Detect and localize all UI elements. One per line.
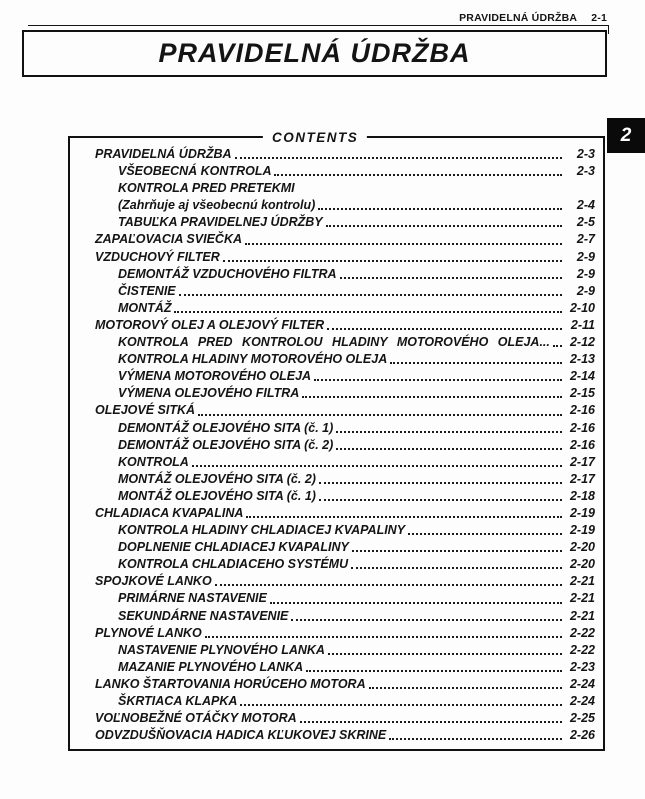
running-header-page-number: 2-1	[591, 12, 607, 24]
chapter-title: PRAVIDELNÁ ÚDRŽBA	[158, 38, 471, 68]
chapter-tab-number: 2	[620, 124, 632, 146]
dot-leader	[319, 499, 562, 501]
toc-entry-page: 2-21	[569, 608, 595, 623]
toc-entry-page: 2-17	[569, 471, 595, 486]
toc-entry-page: 2-9	[576, 283, 595, 298]
toc-entry[interactable]	[70, 334, 595, 351]
dot-leader	[336, 431, 562, 433]
toc-entry[interactable]	[70, 163, 595, 180]
toc-entry-label: ODVZDUŠŇOVACIA HADICA KĽUKOVEJ SKRINE	[95, 728, 387, 743]
dot-leader	[240, 704, 562, 706]
toc-entry[interactable]	[70, 249, 595, 266]
chapter-thumb-tab[interactable]	[607, 118, 645, 153]
dot-leader	[306, 670, 562, 672]
dot-leader	[179, 294, 562, 296]
toc-entry-page: 2-7	[576, 232, 595, 247]
toc-entry[interactable]	[70, 300, 595, 317]
toc-entry-label: KONTROLA HLADINY MOTOROVÉHO OLEJA	[118, 352, 388, 367]
toc-entry-label: NASTAVENIE PLYNOVÉHO LANKA	[118, 642, 325, 657]
toc-entry-page: 2-20	[569, 557, 595, 572]
toc-entry-page: 2-3	[576, 147, 595, 161]
toc-entry-label: SPOJKOVÉ LANKO	[95, 574, 212, 589]
toc-entry-page: 2-9	[576, 249, 595, 264]
dot-leader	[245, 243, 562, 245]
toc-entry[interactable]	[70, 317, 595, 334]
toc-entry-label: VŠEOBECNÁ KONTROLA	[118, 164, 272, 179]
toc-entry[interactable]	[70, 283, 595, 300]
toc-entry[interactable]	[70, 608, 595, 625]
toc-entry-label: LANKO ŠTARTOVANIA HORÚCEHO MOTORA	[95, 676, 366, 691]
toc-entry[interactable]	[70, 437, 595, 454]
toc-entry-page: 2-22	[569, 625, 595, 640]
toc-entry-page: 2-5	[576, 215, 595, 230]
toc-entry-page: 2-13	[569, 352, 595, 367]
toc-entry[interactable]	[70, 266, 595, 283]
toc-entry-page: 2-22	[569, 642, 595, 657]
dot-leader	[390, 362, 562, 364]
chapter-title-box	[22, 30, 607, 77]
dot-leader	[352, 550, 562, 552]
toc-list	[70, 138, 603, 749]
dot-leader	[351, 567, 562, 569]
toc-entry-page: 2-18	[569, 488, 595, 503]
toc-entry-page: 2-23	[569, 659, 595, 674]
dot-leader	[192, 465, 562, 467]
dot-leader	[326, 225, 562, 227]
toc-entry[interactable]	[70, 625, 595, 642]
toc-entry-page: 2-19	[569, 505, 595, 520]
toc-entry-label: PRAVIDELNÁ ÚDRŽBA	[95, 147, 232, 161]
toc-entry[interactable]	[70, 146, 595, 163]
toc-entry-page: 2-24	[569, 676, 595, 691]
toc-entry-label: KONTROLA PRED KONTROLOU HLADINY MOTOROVÉHO OLEJA...	[118, 335, 550, 350]
running-header	[459, 12, 607, 24]
toc-entry-label: VOĽNOBEŽNÉ OTÁČKY MOTORA	[95, 711, 297, 726]
toc-entry-label: KONTROLA CHLADIACEHO SYSTÉMU	[118, 557, 349, 572]
dot-leader	[215, 584, 562, 586]
toc-entry-label: VZDUCHOVÝ FILTER	[95, 249, 220, 264]
toc-entry-label: MOTOROVÝ OLEJ A OLEJOVÝ FILTER	[95, 317, 325, 332]
toc-entry[interactable]	[70, 522, 595, 539]
toc-entry[interactable]	[70, 659, 595, 676]
toc-entry-page: 2-16	[569, 420, 595, 435]
dot-leader	[369, 687, 562, 689]
toc-entry[interactable]	[70, 385, 595, 402]
toc-entry[interactable]	[70, 214, 595, 231]
toc-entry[interactable]	[70, 454, 595, 471]
toc-entry-page: 2-21	[569, 574, 595, 589]
toc-entry[interactable]	[70, 676, 595, 693]
toc-entry[interactable]	[70, 351, 595, 368]
dot-leader	[389, 738, 562, 740]
toc-entry-label: MONTÁŽ OLEJOVÉHO SITA (č. 1)	[118, 488, 316, 503]
dot-leader	[174, 311, 562, 313]
toc-entry-page: 2-4	[576, 198, 595, 213]
contents-heading: CONTENTS	[263, 130, 367, 145]
toc-entry[interactable]	[70, 231, 595, 248]
toc-entry-page: 2-10	[569, 300, 595, 315]
toc-entry-label: OLEJOVÉ SITKÁ	[95, 403, 196, 418]
toc-entry[interactable]	[70, 197, 595, 214]
running-header-section: PRAVIDELNÁ ÚDRŽBA	[459, 12, 578, 24]
toc-entry[interactable]	[70, 727, 595, 744]
dot-leader	[340, 277, 562, 279]
toc-entry-page: 2-11	[570, 317, 595, 332]
toc-entry-label: MONTÁŽ	[118, 300, 172, 315]
toc-entry[interactable]	[70, 471, 595, 488]
toc-entry-label: DEMONTÁŽ VZDUCHOVÉHO FILTRA	[118, 266, 337, 281]
toc-entry-label: DEMONTÁŽ OLEJOVÉHO SITA (č. 1)	[118, 420, 334, 435]
toc-entry[interactable]	[70, 420, 595, 437]
dot-leader	[327, 328, 562, 330]
toc-entry-label: DOPLNENIE CHLADIACEJ KVAPALINY	[118, 540, 349, 555]
toc-entry-page: 2-14	[569, 369, 595, 384]
toc-entry-label: CHLADIACA KVAPALINA	[95, 505, 244, 520]
toc-entry-label: TABUĽKA PRAVIDELNEJ ÚDRŽBY	[118, 215, 323, 230]
toc-entry[interactable]	[70, 573, 595, 590]
toc-entry-page: 2-19	[569, 523, 595, 538]
toc-entry[interactable]	[70, 539, 595, 556]
toc-entry-page: 2-24	[569, 694, 595, 708]
toc-entry-page: 2-25	[569, 711, 595, 726]
toc-entry[interactable]	[70, 710, 595, 727]
dot-leader	[235, 157, 562, 159]
toc-entry-page: 2-15	[569, 386, 595, 401]
toc-entry-label: ČISTENIE	[118, 283, 176, 298]
toc-entry-label: KONTROLA HLADINY CHLADIACEJ KVAPALINY	[118, 523, 406, 538]
toc-entry-label: PRIMÁRNE NASTAVENIE	[118, 591, 267, 606]
dot-leader	[274, 174, 562, 176]
toc-entry-label: ŠKRTIACA KLAPKA	[118, 694, 238, 708]
toc-entry[interactable]	[70, 642, 595, 659]
toc-entry-page: 2-17	[569, 454, 595, 469]
dot-leader	[223, 260, 562, 262]
toc-entry-label: ZAPAĽOVACIA SVIEČKA	[95, 232, 242, 247]
toc-entry[interactable]	[70, 693, 595, 710]
dot-leader	[270, 602, 562, 604]
toc-entry-page: 2-21	[569, 591, 595, 606]
toc-entry[interactable]	[70, 402, 595, 419]
toc-entry-page: 2-20	[569, 540, 595, 555]
dot-leader	[302, 396, 562, 398]
toc-entry-page: 2-3	[576, 164, 595, 179]
toc-entry-label: DEMONTÁŽ OLEJOVÉHO SITA (č. 2)	[118, 437, 334, 452]
toc-entry-label: KONTROLA	[118, 454, 189, 469]
dot-leader	[291, 619, 562, 621]
toc-entry-label: MONTÁŽ OLEJOVÉHO SITA (č. 2)	[118, 471, 316, 486]
contents-box	[68, 129, 605, 751]
toc-entry-page: 2-16	[569, 437, 595, 452]
toc-entry-label: VÝMENA MOTOROVÉHO OLEJA	[118, 369, 312, 384]
toc-entry-page: 2-26	[569, 728, 595, 743]
dot-leader	[300, 721, 562, 723]
dot-leader	[408, 533, 562, 535]
toc-entry-label: (Zahrňuje aj všeobecnú kontrolu)	[118, 198, 316, 213]
toc-entry[interactable]	[70, 556, 595, 573]
toc-entry[interactable]	[70, 368, 595, 385]
toc-entry-label: SEKUNDÁRNE NASTAVENIE	[118, 608, 289, 623]
toc-entry-label: MAZANIE PLYNOVÉHO LANKA	[118, 659, 304, 674]
toc-entry-label: KONTROLA PRED PRETEKMI	[118, 181, 295, 196]
toc-entry[interactable]	[70, 505, 595, 522]
toc-entry-label: VÝMENA OLEJOVÉHO FILTRA	[118, 386, 300, 401]
toc-entry-page: 2-16	[569, 403, 595, 418]
dot-leader	[336, 448, 562, 450]
dot-leader	[318, 208, 562, 210]
dot-leader	[319, 482, 562, 484]
toc-entry-page: 2-9	[576, 266, 595, 281]
dot-leader	[314, 379, 562, 381]
dot-leader	[198, 414, 562, 416]
dot-leader	[328, 653, 562, 655]
toc-entry[interactable]	[70, 488, 595, 505]
toc-entry-page: 2-12	[569, 335, 595, 350]
header-rule-tick	[608, 26, 609, 34]
header-rule	[28, 25, 609, 26]
toc-entry[interactable]	[70, 180, 595, 197]
toc-entry-label: PLYNOVÉ LANKO	[95, 625, 202, 640]
toc-entry[interactable]	[70, 590, 595, 607]
dot-leader	[246, 516, 562, 518]
dot-leader	[553, 345, 562, 347]
dot-leader	[205, 636, 562, 638]
